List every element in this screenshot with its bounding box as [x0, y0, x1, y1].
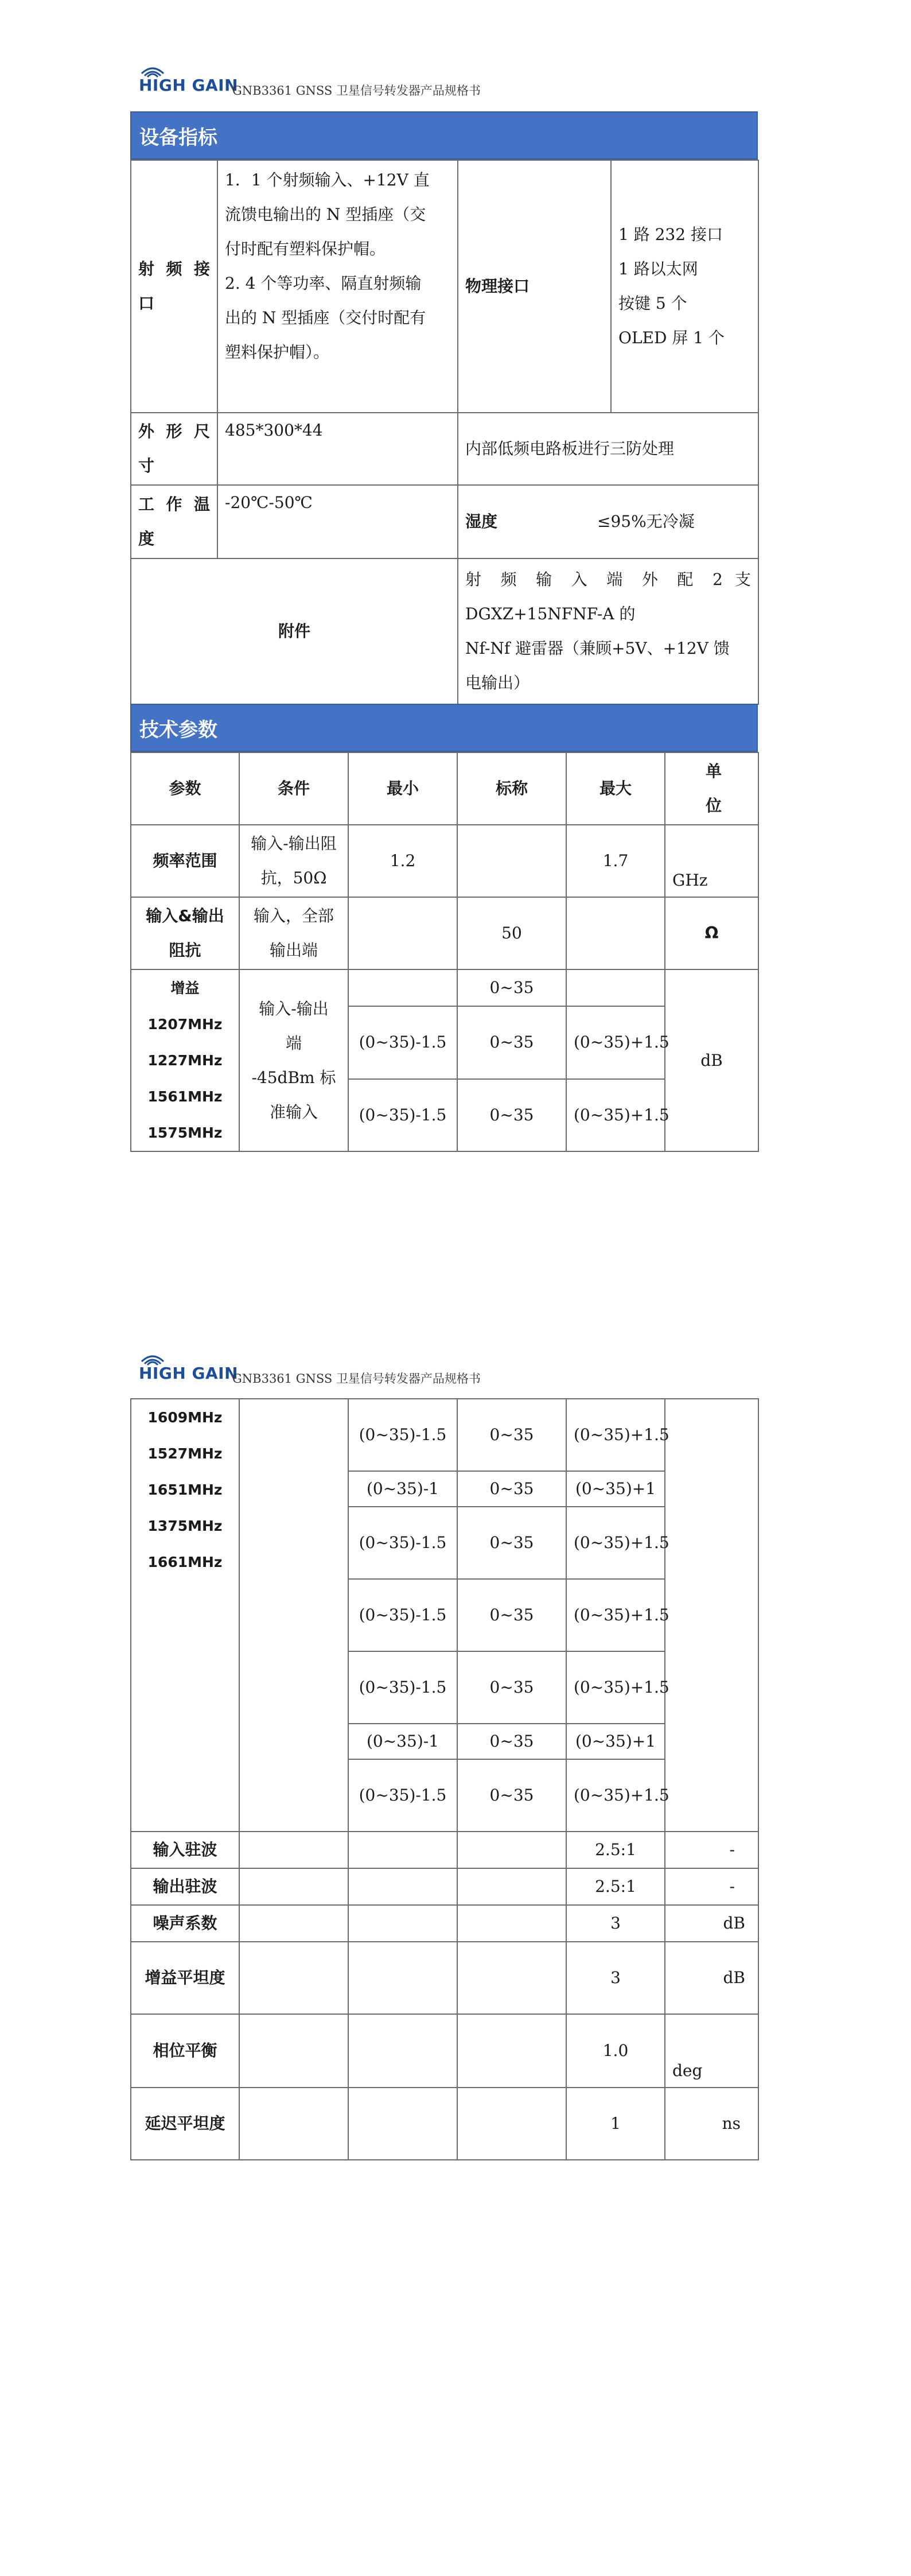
vswr-in-unit: -	[665, 1832, 758, 1868]
gain-nom: 0~35	[457, 1507, 566, 1579]
phase-max: 1.0	[566, 2014, 665, 2088]
phase-param: 相位平衡	[131, 2014, 239, 2088]
vswr-in-max: 2.5:1	[566, 1832, 665, 1868]
gain-unit: dB	[665, 969, 758, 1151]
gain-nom: 0~35	[457, 969, 566, 1006]
gain-nom: 0~35	[457, 1471, 566, 1507]
gain-min: (0~35)-1.5	[348, 1399, 457, 1471]
phase-unit: deg	[665, 2014, 758, 2088]
vswr-out-param: 输出驻波	[131, 1868, 239, 1905]
company-logo	[138, 63, 239, 98]
physical-interface-label: 物理接口	[458, 160, 611, 413]
humidity-value: ≤95%无冷凝	[597, 512, 695, 531]
logo-text: HIGH GAIN	[139, 76, 239, 95]
freq-param: 频率范围	[131, 825, 239, 897]
accessory-label: 附件	[131, 558, 458, 704]
gain-max: (0~35)+1.5	[566, 1759, 665, 1832]
noise-unit: dB	[665, 1905, 758, 1942]
freq-cond: 输入-输出阻抗，50Ω	[239, 825, 348, 897]
vswr-in-param: 输入驻波	[131, 1832, 239, 1868]
table-row	[131, 2014, 758, 2088]
gain-nom: 0~35	[457, 1399, 566, 1471]
dimensions-label: 外 形 尺 寸	[131, 413, 217, 485]
header-param: 参数	[131, 752, 239, 825]
delay-param: 延迟平坦度	[131, 2088, 239, 2160]
gain-min: (0~35)-1.5	[348, 1579, 457, 1651]
temperature-value: -20℃-50℃	[217, 485, 458, 558]
header-nominal: 标称	[457, 752, 566, 825]
noise-param: 噪声系数	[131, 1905, 239, 1942]
delay-max: 1	[566, 2088, 665, 2160]
gain-nom: 0~35	[457, 1759, 566, 1832]
noise-max: 3	[566, 1905, 665, 1942]
freq-max: 1.7	[566, 825, 665, 897]
section-title-equipment: 设备指标	[130, 111, 758, 160]
company-logo	[138, 1351, 239, 1386]
table-row	[131, 1832, 758, 1868]
vswr-out-max: 2.5:1	[566, 1868, 665, 1905]
table-row	[131, 825, 758, 897]
gain-param-cell: 增益 1207MHz 1227MHz 1561MHz 1575MHz	[131, 969, 239, 1151]
logo-text: HIGH GAIN	[139, 1364, 239, 1383]
section-title-tech: 技术参数	[130, 704, 758, 752]
gain-min: (0~35)-1	[348, 1724, 457, 1759]
page-header	[138, 1351, 769, 1386]
imp-param: 输入&输出阻抗	[131, 897, 239, 969]
header-unit: 单位	[665, 752, 758, 825]
gain-min: (0~35)-1	[348, 1471, 457, 1507]
imp-nom: 50	[457, 897, 566, 969]
gain-max: (0~35)+1.5	[566, 1579, 665, 1651]
header-max: 最大	[566, 752, 665, 825]
gain-min: (0~35)-1.5	[348, 1651, 457, 1724]
table-row	[131, 969, 758, 1006]
gain-max: (0~35)+1	[566, 1724, 665, 1759]
temperature-label: 工 作 温 度	[131, 485, 217, 558]
gain-nom: 0~35	[457, 1651, 566, 1724]
rf-interface-value: 1．1 个射频输入、+12V 直 流馈电输出的 N 型插座（交 付时配有塑料保护帽。 2. 4 个等功率、隔直射频输 出的 N 型插座（交付时配有 塑料保护帽）。	[217, 160, 458, 413]
gain-min: (0~35)-1.5	[348, 1079, 457, 1151]
gain-nom: 0~35	[457, 1724, 566, 1759]
gain-max: (0~35)+1.5	[566, 1079, 665, 1151]
humidity-label: 湿度	[465, 512, 498, 531]
gain-max: (0~35)+1	[566, 1471, 665, 1507]
imp-min	[348, 897, 457, 969]
table-row	[131, 1399, 758, 1471]
gain-min: (0~35)-1.5	[348, 1759, 457, 1832]
gain-nom: 0~35	[457, 1006, 566, 1078]
imp-cond: 输入，全部输出端	[239, 897, 348, 969]
gain-unit-cont	[665, 1399, 758, 1832]
dimensions-note: 内部低频电路板进行三防处理	[458, 413, 758, 485]
document-title: GNB3361 GNSS 卫星信号转发器产品规格书	[232, 1372, 481, 1386]
physical-interface-value: 1 路 232 接口 1 路以太网 按键 5 个 OLED 屏 1 个	[611, 160, 758, 413]
imp-max	[566, 897, 665, 969]
gain-max: (0~35)+1.5	[566, 1651, 665, 1724]
accessory-value: 射 频 输 入 端 外 配 2 支 DGXZ+15NFNF-A 的 Nf-Nf 避雷器（兼顾+5V、+12V 馈 电输出）	[458, 558, 758, 704]
gain-nom: 0~35	[457, 1579, 566, 1651]
vswr-out-unit: -	[665, 1868, 758, 1905]
gain-max	[566, 969, 665, 1006]
rf-interface-label: 射 频 接 口	[131, 160, 217, 413]
page-2	[0, 1288, 911, 2576]
gain-max: (0~35)+1.5	[566, 1006, 665, 1078]
tech-params-table-p2	[130, 1398, 759, 2160]
imp-unit: Ω	[665, 897, 758, 969]
gain-cond: 输入-输出 端 -45dBm 标 准输入	[239, 969, 348, 1151]
document-title: GNB3361 GNSS 卫星信号转发器产品规格书	[232, 84, 481, 98]
freq-min: 1.2	[348, 825, 457, 897]
equipment-spec-table	[130, 160, 759, 705]
gain-max: (0~35)+1.5	[566, 1507, 665, 1579]
dimensions-value: 485*300*44	[217, 413, 458, 485]
gain-min	[348, 969, 457, 1006]
flatness-max: 3	[566, 1942, 665, 2014]
humidity-cell	[458, 485, 758, 558]
gain-min: (0~35)-1.5	[348, 1006, 457, 1078]
table-row	[131, 1868, 758, 1905]
gain-max: (0~35)+1.5	[566, 1399, 665, 1471]
delay-unit: ns	[665, 2088, 758, 2160]
table-row	[131, 1905, 758, 1942]
table-row	[131, 897, 758, 969]
header-min: 最小	[348, 752, 457, 825]
table-row	[131, 2088, 758, 2160]
gain-nom: 0~35	[457, 1079, 566, 1151]
tech-params-table-p1	[130, 752, 759, 1152]
flatness-param: 增益平坦度	[131, 1942, 239, 2014]
header-condition: 条件	[239, 752, 348, 825]
gain-min: (0~35)-1.5	[348, 1507, 457, 1579]
freq-nom	[457, 825, 566, 897]
freq-unit: GHz	[665, 825, 758, 897]
table-row	[131, 1942, 758, 2014]
flatness-unit: dB	[665, 1942, 758, 2014]
gain-cond-cont	[239, 1399, 348, 1832]
gain-freq-cell: 1609MHz 1527MHz 1651MHz 1375MHz 1661MHz	[131, 1399, 239, 1832]
page-header	[138, 63, 769, 98]
